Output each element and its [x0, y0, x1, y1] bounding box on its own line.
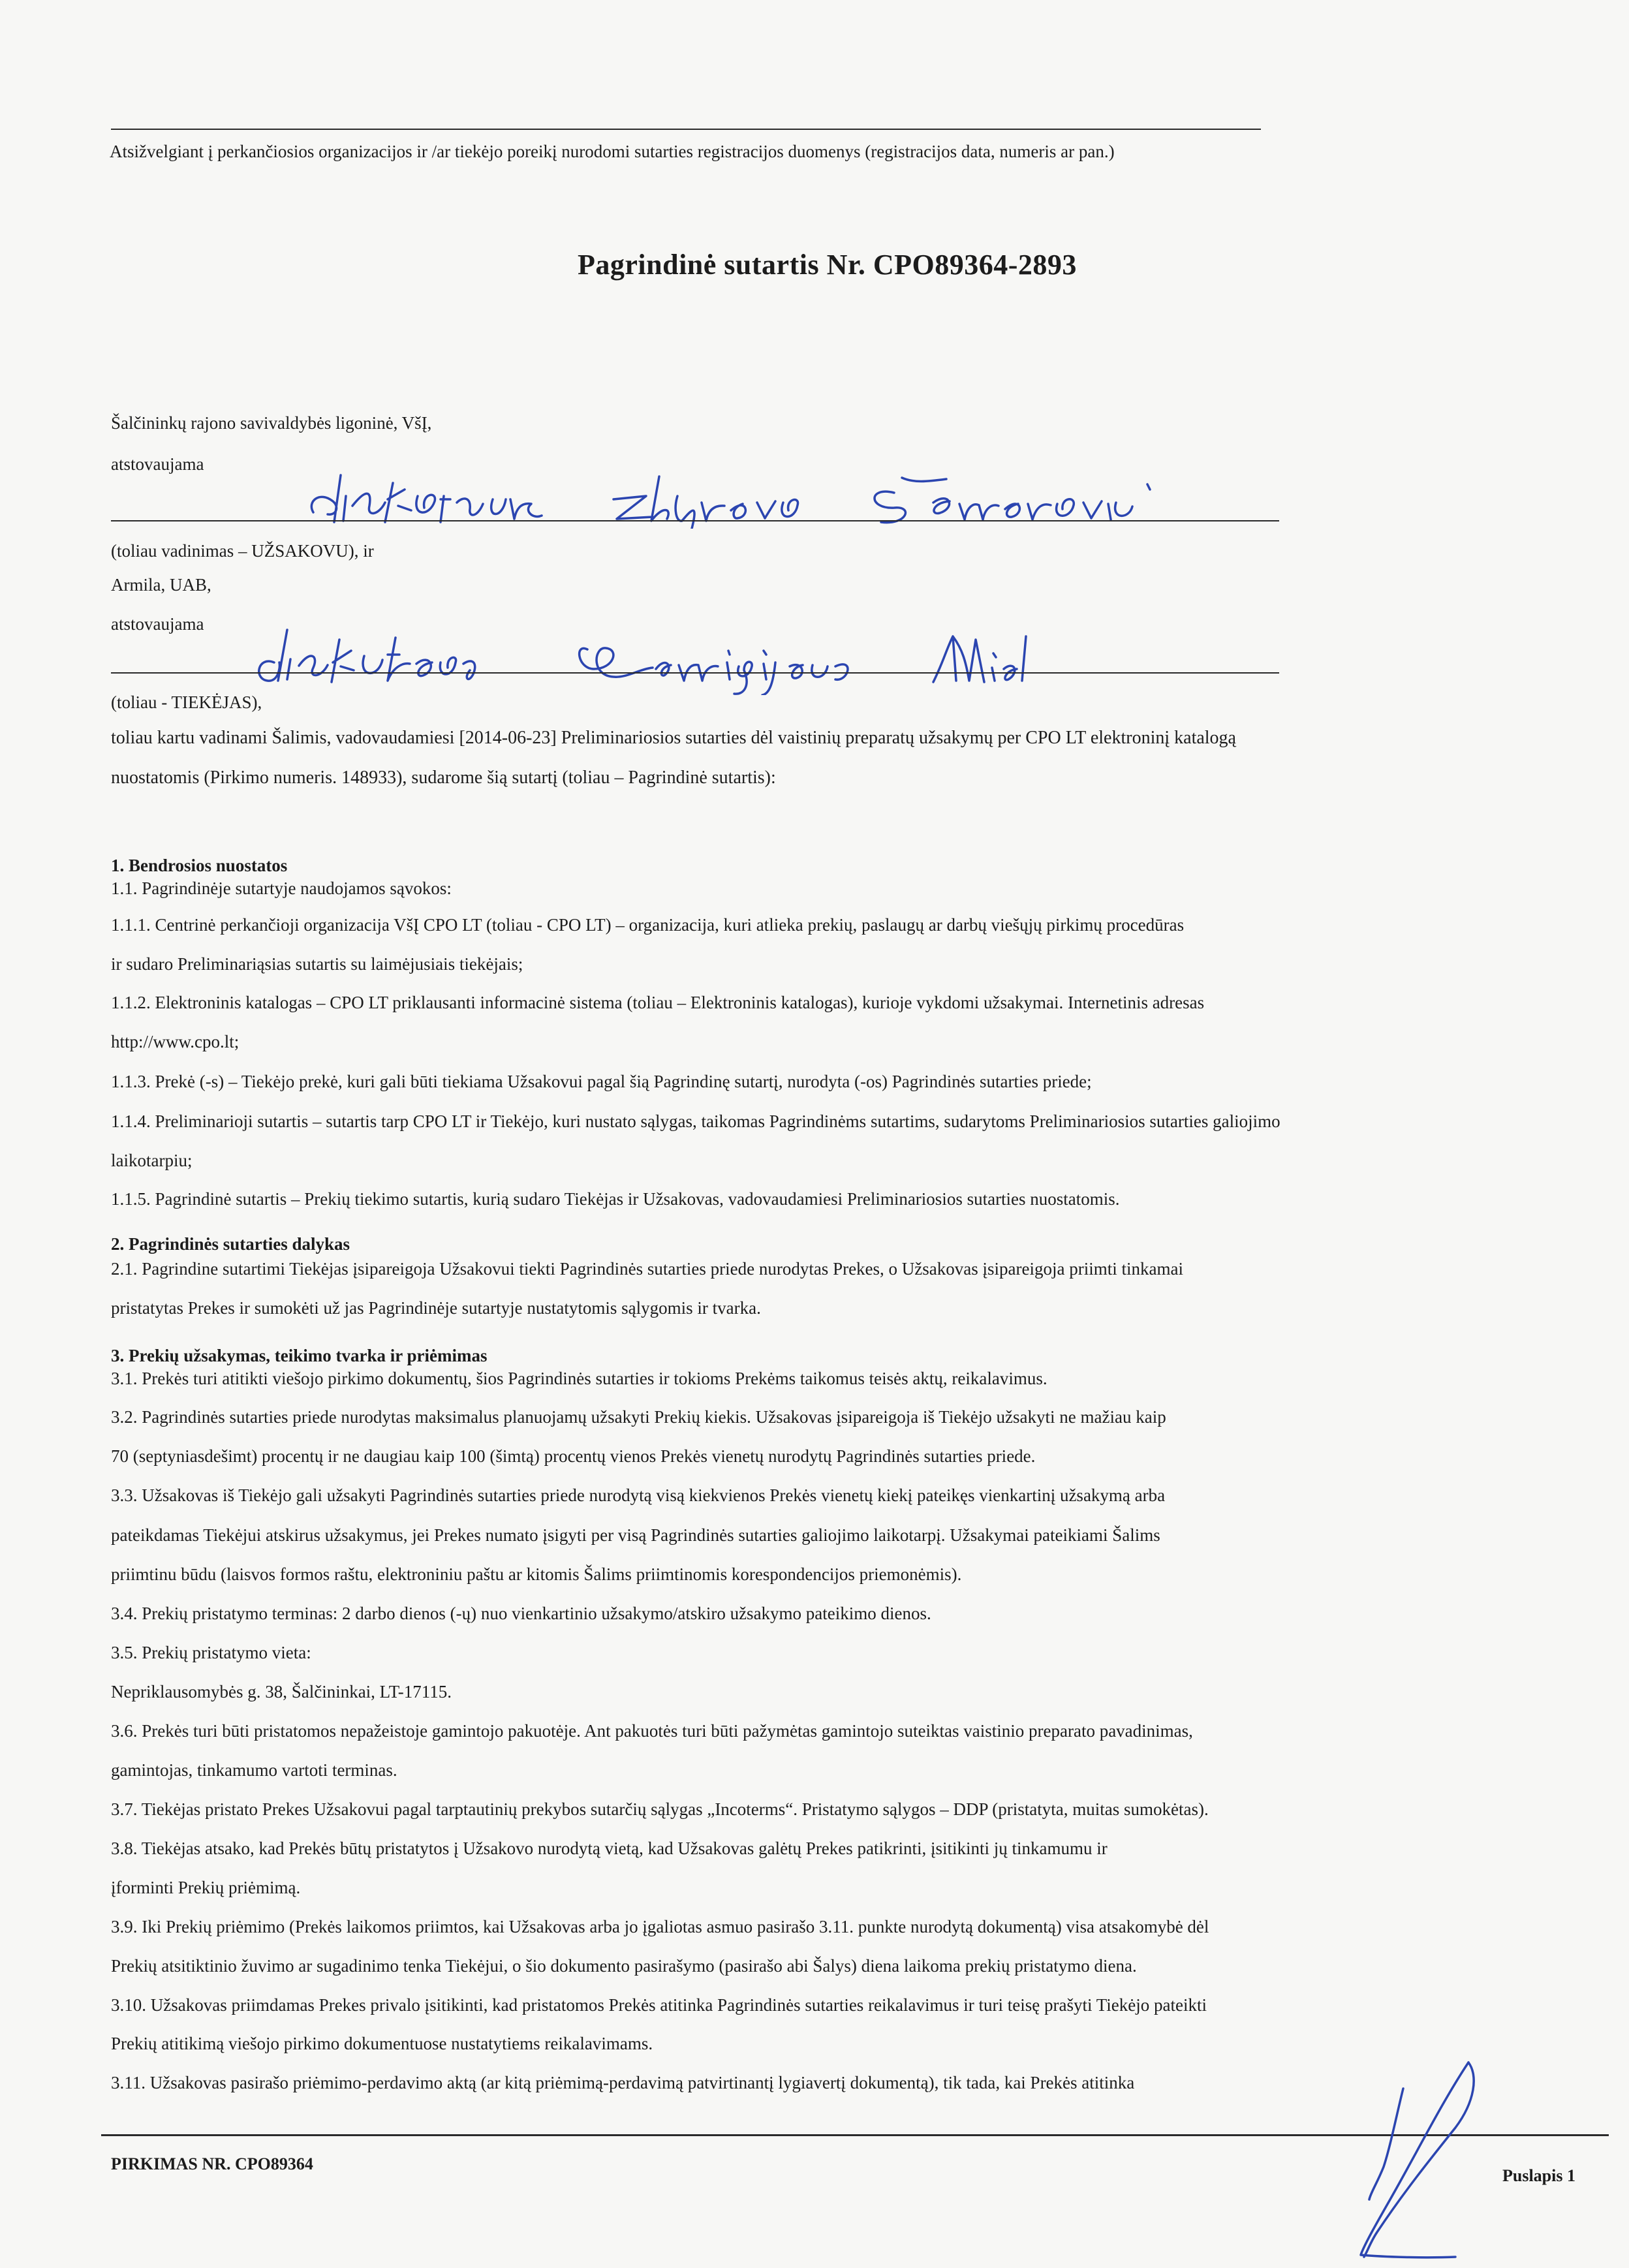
section-line: 3.9. Iki Prekių priėmimo (Prekės laikomos priimtos, kai Užsakovas arba jo įgaliotas asmuo pasirašo 3.11. punkte nurodytą dokumentą) visa atsakomybė dėl — [111, 1917, 1209, 1936]
section-line: Nepriklausomybės g. 38, Šalčininkai, LT-17115. — [111, 1682, 452, 1701]
section-line: pateikdamas Tiekėjui atskirus užsakymus, jei Prekes numato įsigyti per visą Pagrindinės sutarties galiojimo laikotarpį. Užsakymai pateikiami Šalims — [111, 1525, 1160, 1545]
section-line: 1.1.5. Pagrindinė sutartis – Prekių tiekimo sutartis, kurią sudaro Tiekėjas ir Užsakovas, vadovaudamiesi Preliminariosios sutarties nuostatomis. — [111, 1189, 1120, 1209]
section-line: 3.4. Prekių pristatymo terminas: 2 darbo dienos (-ų) nuo vienkartinio užsakymo/atskiro užsakymo pateikimo dienos. — [111, 1604, 931, 1623]
party2-represented: atstovaujama — [111, 614, 204, 634]
section-line: 3.3. Užsakovas iš Tiekėjo gali užsakyti Pagrindinės sutarties priede nurodytą visą kiekvienos Prekės vienetų kiekį pateikęs vienkartinį užsakymą arba — [111, 1485, 1166, 1505]
party1-represented: atstovaujama — [111, 454, 204, 474]
section-line: 70 (septyniasdešimt) procentų ir ne daugiau kaip 100 (šimtą) procentų vienos Prekės vienetų nurodytų Pagrindinės sutarties priede. — [111, 1446, 1036, 1466]
section-heading: 1. Bendrosios nuostatos — [111, 856, 288, 875]
section-line: 1.1.4. Preliminarioji sutartis – sutartis tarp CPO LT ir Tiekėjo, kuri nustato sąlygas, taikomas Pagrindinėms sutartims, sudarytoms Preliminariosios sutarties galiojimo — [111, 1111, 1280, 1131]
section-line: 3.5. Prekių pristatymo vieta: — [111, 1643, 311, 1662]
section-heading: 2. Pagrindinės sutarties dalykas — [111, 1234, 350, 1254]
section-line: 3.1. Prekės turi atitikti viešojo pirkimo dokumentų, šios Pagrindinės sutarties ir tokioms Prekėms taikomus teisės aktų, reikalavimus. — [111, 1369, 1047, 1388]
section-line: 3.7. Tiekėjas pristato Prekes Užsakovui pagal tarptautinių prekybos sutarčių sąlygas „Incoterms“. Pristatymo sąlygos – DDP (pristatyta, muitas sumokėtas). — [111, 1799, 1209, 1819]
section-line: priimtinu būdu (laisvos formos raštu, elektroniniu paštu ar kitomis Šalims priimtinomis korespondencijos priemonėmis). — [111, 1564, 962, 1584]
section-line: 2.1. Pagrindine sutartimi Tiekėjas įsipareigoja Užsakovui tiekti Pagrindinės sutarties priede nurodytas Prekes, o Užsakovas įsipareigoja priimti tinkamai — [111, 1259, 1183, 1279]
section-heading: 3. Prekių užsakymas, teikimo tvarka ir priėmimas — [111, 1346, 488, 1365]
party2-handwritten-signature — [248, 623, 1031, 695]
header-note: Atsižvelgiant į perkančiosios organizacijos ir /ar tiekėjo poreikį nurodomi sutarties registracijos duomenys (registracijos data, numeris ar pan.) — [110, 142, 1115, 161]
section-line: 1.1.2. Elektroninis katalogas – CPO LT priklausanti informacinė sistema (toliau – Elektroninis katalogas), kurioje vykdomi užsakymai. Internetinis adresas — [111, 993, 1205, 1012]
party2-signature-line — [111, 672, 1279, 674]
party2-name: Armila, UAB, — [111, 575, 211, 595]
intro-line-1: toliau kartu vadinami Šalimis, vadovaudamiesi [2014-06-23] Preliminariosios sutarties dėl vaistinių preparatų užsakymų per CPO LT elektroninį katalogą — [111, 728, 1236, 748]
footer-left: PIRKIMAS NR. CPO89364 — [111, 2154, 313, 2173]
section-line: ir sudaro Preliminariąsias sutartis su laimėjusiais tiekėjais; — [111, 954, 523, 974]
top-rule — [111, 129, 1261, 130]
section-line: 3.10. Užsakovas priimdamas Prekes privalo įsitikinti, kad pristatomos Prekės atitinka Pagrindinės sutarties reikalavimus ir turi teisę prašyti Tiekėjo pateikti — [111, 1995, 1207, 2015]
section-line: 3.6. Prekės turi būti pristatomos nepažeistoje gamintojo pakuotėje. Ant pakuotės turi būti pažymėtas gamintojo suteiktas vaistinio preparato pavadinimas, — [111, 1721, 1193, 1741]
section-line: 3.11. Užsakovas pasirašo priėmimo-perdavimo aktą (ar kitą priėmimą-perdavimą patvirtinantį lygiavertį dokumentą), tik tada, kai Prekės atitinka — [111, 2073, 1135, 2092]
section-line: http://www.cpo.lt; — [111, 1032, 240, 1051]
section-line: 1.1.1. Centrinė perkančioji organizacija VšĮ CPO LT (toliau - CPO LT) – organizacija, kuri atlieka prekių, paslaugų ar darbų viešųjų pirkimų procedūras — [111, 915, 1185, 935]
footer-right: Puslapis 1 — [1502, 2166, 1575, 2185]
section-line: laikotarpiu; — [111, 1151, 193, 1170]
party2-after: (toliau - TIEKĖJAS), — [111, 692, 262, 712]
party1-name: Šalčininkų rajono savivaldybės ligoninė, VšĮ, — [111, 413, 432, 433]
intro-line-2: nuostatomis (Pirkimo numeris. 148933), sudarome šią sutartį (toliau – Pagrindinė sutartis): — [111, 768, 776, 788]
section-line: gamintojas, tinkamumo vartoti terminas. — [111, 1760, 397, 1780]
section-line: įforminti Prekių priėmimą. — [111, 1878, 301, 1897]
section-line: Prekių atsitiktinio žuvimo ar sugadinimo tenka Tiekėjui, o šio dokumento pasirašymo (pasirašo abi Šalys) diena laikoma prekių pristatymo diena. — [111, 1956, 1137, 1976]
party1-after: (toliau vadinimas – UŽSAKOVU), ir — [111, 541, 374, 561]
section-line: Prekių atitikimą viešojo pirkimo dokumentuose nustatytiems reikalavimams. — [111, 2034, 653, 2053]
section-line: pristatytas Prekes ir sumokėti už jas Pagrindinėje sutartyje nustatytomis sąlygomis ir tvarka. — [111, 1298, 761, 1318]
page-title: Pagrindinė sutartis Nr. CPO89364-2893 — [578, 249, 1077, 281]
party1-signature-line — [111, 520, 1279, 521]
section-line: 3.2. Pagrindinės sutarties priede nurodytas maksimalus planuojamų užsakyti Prekių kiekis. Užsakovas įsipareigoja iš Tiekėjo užsakyti ne mažiau kaip — [111, 1407, 1166, 1427]
section-line: 1.1. Pagrindinėje sutartyje naudojamos sąvokos: — [111, 878, 452, 898]
section-line: 1.1.3. Prekė (-s) – Tiekėjo prekė, kuri gali būti tiekiama Užsakovui pagal šią Pagrindinę sutartį, nurodyta (-os) Pagrindinės sutarties priede; — [111, 1072, 1092, 1091]
initials-signature — [1299, 2049, 1508, 2265]
section-line: 3.8. Tiekėjas atsako, kad Prekės būtų pristatytos į Užsakovo nurodytą vietą, kad Užsakovas galėtų Prekes patikrinti, įsitikinti jų tinkamumu ir — [111, 1839, 1108, 1858]
